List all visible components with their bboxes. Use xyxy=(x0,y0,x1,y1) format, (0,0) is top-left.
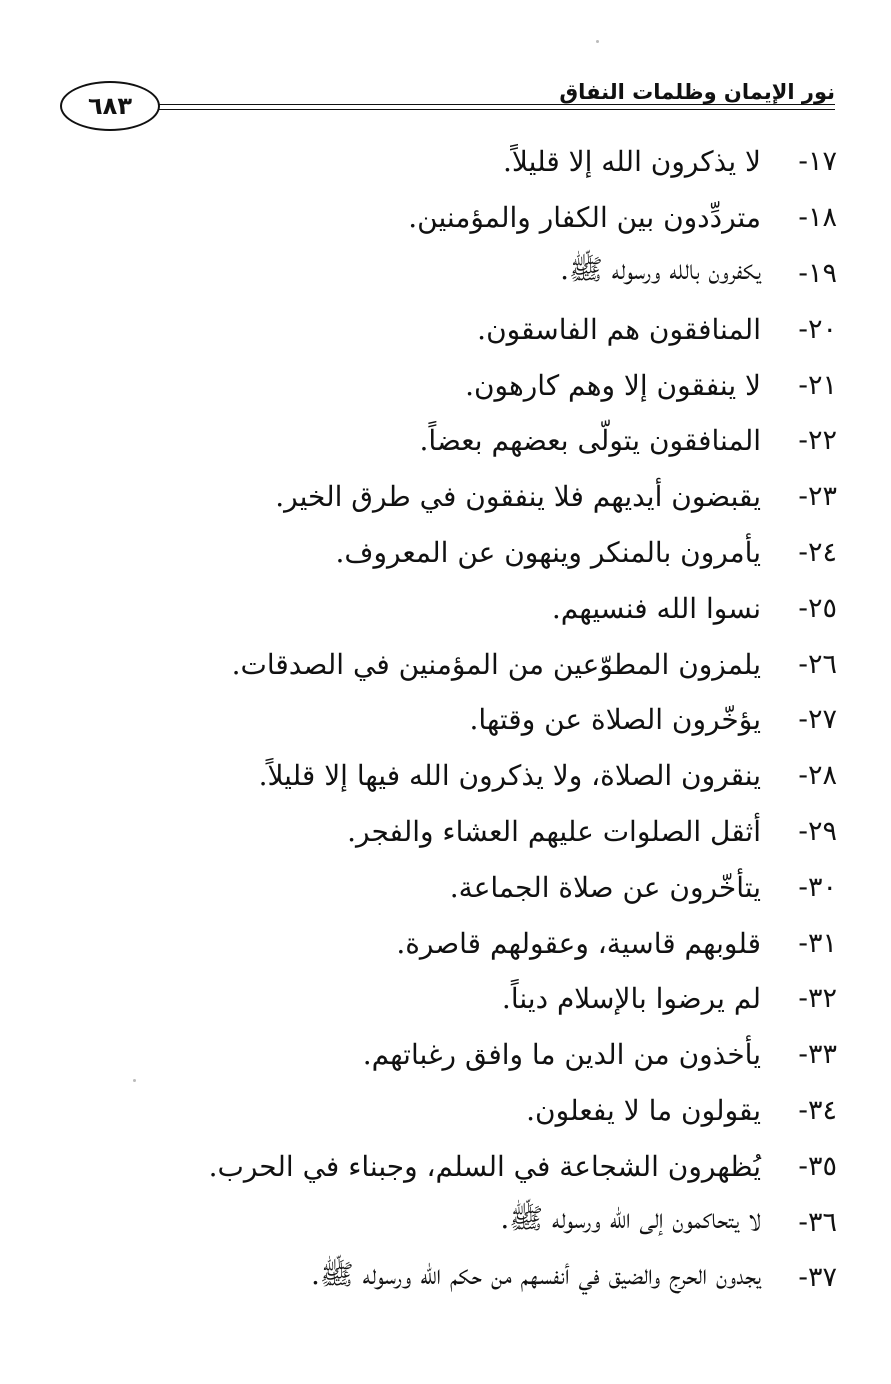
list-item xyxy=(37,525,837,581)
item-text: أثقل الصلوات عليهم العشاء والفجر. xyxy=(347,814,761,848)
numbered-list xyxy=(37,134,837,1306)
item-text: قلوبهم قاسية، وعقولهم قاصرة. xyxy=(396,926,761,960)
item-number: ٢٦- xyxy=(798,648,837,680)
item-text: يأمرون بالمنكر وينهون عن المعروف. xyxy=(335,535,761,569)
item-number: ٢٩- xyxy=(798,815,837,847)
item-number: ١٩- xyxy=(798,257,837,289)
item-number: ٢٧- xyxy=(798,704,837,736)
item-text: يقبضون أيديهم فلا ينفقون في طرق الخير. xyxy=(275,480,761,514)
item-text: يُظهرون الشجاعة في السلم، وجبناء في الحرب. xyxy=(208,1149,761,1183)
item-number: ٣٧- xyxy=(798,1262,837,1294)
book-title: نور الإيمان وظلمات النفاق xyxy=(559,80,835,104)
scan-speck xyxy=(596,40,599,43)
item-text: يلمزون المطوّعين من المؤمنين في الصدقات. xyxy=(231,647,761,681)
item-text: يتأخّرون عن صلاة الجماعة. xyxy=(449,870,761,904)
item-text: نسوا الله فنسيهم. xyxy=(551,591,761,625)
header-rule-bottom xyxy=(156,109,835,110)
item-number: ١٨- xyxy=(798,202,837,234)
item-number: ٣٢- xyxy=(798,983,837,1015)
item-number: ٣١- xyxy=(798,927,837,959)
list-item xyxy=(37,190,837,246)
list-item xyxy=(37,357,837,413)
list-item xyxy=(37,859,837,915)
item-number: ٢٨- xyxy=(798,760,837,792)
item-text: لا يذكرون الله إلا قليلاً. xyxy=(503,145,761,179)
page-number: ٦٨٣ xyxy=(60,81,160,131)
list-item xyxy=(37,692,837,748)
item-number: ٢٢- xyxy=(798,425,837,457)
item-text: لا يتحاكمون إلى الله ورسوله ﷺ. xyxy=(500,1202,761,1236)
item-text: لم يرضوا بالإسلام ديناً. xyxy=(501,982,761,1016)
header-rule-top xyxy=(156,104,835,105)
list-item xyxy=(37,1250,837,1306)
list-item xyxy=(37,804,837,860)
item-text: المنافقون يتولّى بعضهم بعضاً. xyxy=(419,424,761,458)
list-item xyxy=(37,915,837,971)
item-text: يقولون ما لا يفعلون. xyxy=(526,1093,761,1127)
item-number: ٢٥- xyxy=(798,592,837,624)
list-item xyxy=(37,748,837,804)
item-number: ٣٣- xyxy=(798,1039,837,1071)
list-item xyxy=(37,971,837,1027)
list-item xyxy=(37,413,837,469)
list-item xyxy=(37,1138,837,1194)
list-item xyxy=(37,580,837,636)
item-number: ٣٤- xyxy=(798,1094,837,1126)
item-number: ٣٠- xyxy=(798,871,837,903)
item-number: ٣٥- xyxy=(798,1150,837,1182)
item-text: المنافقون هم الفاسقون. xyxy=(477,312,761,346)
item-number: ١٧- xyxy=(798,146,837,178)
item-number: ٢٤- xyxy=(798,536,837,568)
item-text: يكفرون بالله ورسوله ﷺ. xyxy=(560,253,761,287)
item-text: لا ينفقون إلا وهم كارهون. xyxy=(465,368,761,402)
list-item xyxy=(37,134,837,190)
scan-speck xyxy=(133,1079,136,1082)
list-item xyxy=(37,246,837,302)
list-item xyxy=(37,301,837,357)
list-item xyxy=(37,1083,837,1139)
item-number: ٣٦- xyxy=(798,1206,837,1238)
item-text: يؤخّرون الصلاة عن وقتها. xyxy=(469,703,761,737)
item-text: يأخذون من الدين ما وافق رغباتهم. xyxy=(362,1038,761,1072)
item-text: متردِّدون بين الكفار والمؤمنين. xyxy=(408,201,761,235)
item-number: ٢٠- xyxy=(798,313,837,345)
item-number: ٢١- xyxy=(798,369,837,401)
item-number: ٢٣- xyxy=(798,481,837,513)
list-item xyxy=(37,1027,837,1083)
list-item xyxy=(37,469,837,525)
item-text: يجدون الحرج والضيق في أنفسهم من حكم الله ورسوله ﷺ. xyxy=(310,1257,761,1291)
item-text: ينقرون الصلاة، ولا يذكرون الله فيها إلا قليلاً. xyxy=(258,759,761,793)
list-item xyxy=(37,636,837,692)
list-item xyxy=(37,1194,837,1250)
page-header xyxy=(60,70,835,140)
